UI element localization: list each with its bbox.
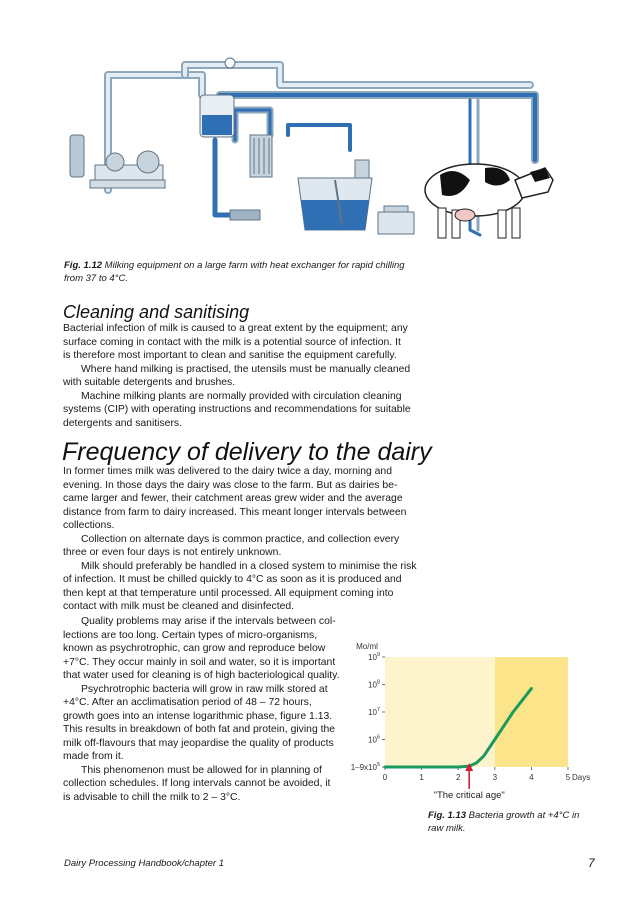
x-tick-label: 0 — [382, 773, 388, 782]
y-tick-label: $10^7$ — [368, 707, 380, 717]
frequency-line: came larger and fewer, their catchment areas grew wider and the average — [63, 493, 403, 504]
frequency-line: Quality problems may arise if the intervals between col- — [81, 616, 336, 627]
y-tick-label: $10^8$ — [368, 679, 380, 690]
x-axis-label: Days — [572, 773, 591, 782]
fig-1-13-label: Fig. 1.13 — [428, 810, 467, 821]
cow-drawing — [425, 164, 553, 238]
frequency-line: of infection. It must be chilled quickly to 4°C as soon as it is produced and — [63, 574, 402, 585]
y-tick-label: $10^9$ — [368, 652, 380, 662]
frequency-line: +7°C. They occur mainly in soil and water, so it is important — [63, 656, 336, 668]
cleaning-line: surface coming in contact with the milk is a potential source of infection. It — [63, 336, 401, 348]
frequency-line: collection schedules. If long intervals cannot be avoided, it — [63, 778, 331, 789]
cleaning-heading: Cleaning and sanitising — [63, 302, 250, 322]
fig-1-13-caption — [428, 809, 608, 835]
cleaning-line: with suitable detergents and brushes. — [63, 377, 236, 388]
frequency-line: contact with milk must be cleaned and disinfected. — [63, 601, 295, 612]
frequency-line: then kept at that temperature until processed. All equipment coming into — [63, 587, 394, 599]
page-number: 7 — [588, 856, 595, 870]
bacteria-growth-chart — [340, 635, 610, 805]
fig-1-12-caption — [64, 259, 484, 285]
frequency-line: growth goes into an intense logarithmic phase, figure 1.13. — [63, 710, 333, 722]
shaded-region-1 — [495, 657, 568, 767]
frequency-body-top — [63, 465, 463, 614]
fig-1-13-caption-line2: raw milk. — [428, 823, 466, 834]
x-tick-label: 4 — [529, 773, 534, 782]
frequency-line: distance from farm to dairy increased. This meant longer intervals between — [63, 506, 407, 518]
frequency-body-bottom — [63, 615, 363, 804]
frequency-line: +4°C. After an acclimatisation period of 48 – 72 hours, — [63, 697, 312, 708]
critical-age-label: "The critical age" — [433, 790, 505, 801]
x-tick-label: 5 — [565, 773, 571, 782]
milking-equipment-illustration — [60, 40, 570, 255]
frequency-line: Collection on alternate days is common practice, and collection every — [81, 533, 400, 545]
frequency-line: evening. In those days the dairy was close to the farm. But as dairies be- — [63, 479, 398, 491]
fig-1-12-label: Fig. 1.12 — [64, 260, 103, 271]
frequency-line: three or even four days is not entirely unknown. — [63, 547, 282, 558]
cleaning-line: Where hand milking is practised, the utensils must be manually cleaned — [81, 363, 411, 375]
shaded-region-0 — [385, 657, 495, 767]
y-tick-label: $10^6$ — [368, 734, 380, 745]
cleaning-line: systems (CIP) with operating instructions and recommendations for suitable — [63, 404, 411, 415]
cleaning-line: Bacterial infection of milk is caused to a great extent by the equipment; any — [63, 323, 408, 334]
frequency-line: lections are too long. Certain types of micro-organisms, — [63, 629, 318, 641]
footer-handbook-title: Dairy Processing Handbook/chapter 1 — [64, 858, 225, 869]
frequency-line: collections. — [63, 520, 115, 531]
y-axis-label: Mo/ml — [356, 642, 378, 651]
frequency-line: made from it. — [63, 751, 124, 762]
frequency-line: that water used for cleaning is of high bacteriological quality. — [63, 670, 340, 681]
fig-1-12-caption-line2: from 37 to 4°C. — [64, 273, 128, 284]
cleaning-line: detergents and sanitisers. — [63, 417, 182, 429]
frequency-line: Milk should preferably be handled in a closed system to minimise the risk — [81, 560, 417, 572]
frequency-line: known as psychrotrophic, can grow and reproduce below — [63, 643, 326, 654]
frequency-line: This results in breakdown of both fat and protein, giving the — [63, 724, 336, 735]
y-tick-label: $1-9x10^5$ — [350, 762, 380, 772]
x-tick-label: 2 — [455, 773, 461, 782]
cleaning-body — [63, 322, 463, 430]
frequency-line: In former times milk was delivered to the dairy twice a day, morning and — [63, 466, 392, 477]
frequency-line: This phenomenon must be allowed for in planning of — [81, 764, 322, 776]
frequency-heading: Frequency of delivery to the dairy — [62, 438, 432, 466]
fig-1-12-caption-line1: Milking equipment on a large farm with heat exchanger for rapid chilling — [102, 260, 405, 271]
x-tick-label: 3 — [492, 773, 498, 782]
cleaning-line: Machine milking plants are normally provided with circulation cleaning — [81, 390, 402, 402]
x-tick-label: 1 — [419, 773, 424, 782]
cleaning-line: is therefore most important to clean and sanitise the equipment carefully. — [63, 350, 397, 361]
frequency-line: Psychrotrophic bacteria will grow in raw milk stored at — [81, 683, 328, 695]
frequency-line: milk off-flavours that may jeopardise the quality of products — [63, 737, 334, 749]
frequency-line: is advisable to chill the milk to 2 – 3°C. — [63, 791, 241, 803]
fig-1-13-caption-line1: Bacteria growth at +4°C in — [466, 810, 580, 821]
